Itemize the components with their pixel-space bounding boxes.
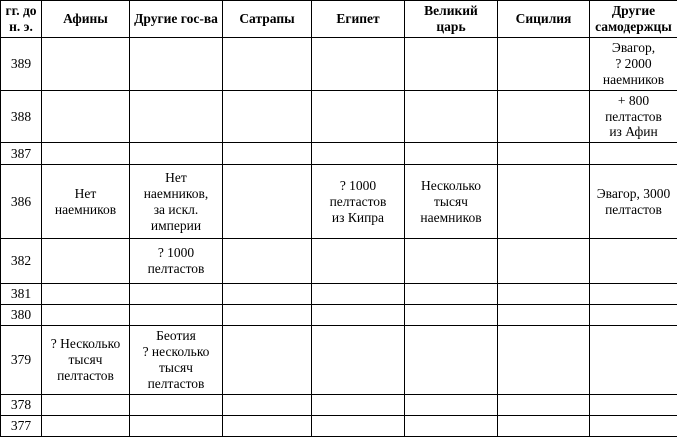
column-header-year-line2: н. э. (4, 19, 38, 35)
cell-other-states (130, 239, 223, 284)
cell-satraps (223, 416, 312, 437)
cell-other-states (130, 143, 223, 165)
cell-text-line: Несколько (408, 178, 494, 194)
cell-year: 377 (1, 416, 42, 437)
cell-egypt (312, 305, 405, 326)
cell-year: 386 (1, 165, 42, 239)
cell-text-line: ? 1000 (133, 245, 219, 261)
table-row (1, 305, 677, 326)
cell-great-king (405, 416, 498, 437)
table-row (1, 239, 677, 284)
cell-year: 387 (1, 143, 42, 165)
cell-other-autocrats (590, 165, 677, 239)
cell-text-line: ? 2000 (593, 56, 674, 72)
cell-text-line: Нет (133, 170, 219, 186)
cell-other-autocrats (590, 90, 677, 143)
cell-satraps (223, 284, 312, 305)
table-header-row (1, 1, 677, 38)
cell-text-line: ? несколько (133, 344, 219, 360)
cell-other-states (130, 395, 223, 416)
cell-text-line: тысяч (45, 352, 126, 368)
cell-athens (42, 284, 130, 305)
cell-text-line: пелтастов (133, 376, 219, 392)
cell-text-line: Эвагор, (593, 40, 674, 56)
cell-other-states (130, 284, 223, 305)
cell-text-line: из Афин (593, 124, 674, 140)
table-row (1, 395, 677, 416)
cell-athens (42, 37, 130, 90)
column-header-egypt: Египет (312, 1, 405, 38)
cell-great-king (405, 165, 498, 239)
cell-year: 381 (1, 284, 42, 305)
cell-other-autocrats (590, 143, 677, 165)
cell-text-line: наемников (408, 210, 494, 226)
cell-egypt (312, 37, 405, 90)
cell-athens (42, 326, 130, 395)
cell-year: 380 (1, 305, 42, 326)
cell-egypt (312, 284, 405, 305)
cell-athens (42, 416, 130, 437)
cell-satraps (223, 165, 312, 239)
cell-other-autocrats (590, 416, 677, 437)
cell-sicily (498, 239, 590, 284)
cell-other-autocrats (590, 239, 677, 284)
cell-text-line: тысяч (133, 360, 219, 376)
column-header-year-line1: гг. до (4, 3, 38, 19)
cell-text-line: наемников, (133, 186, 219, 202)
cell-great-king (405, 90, 498, 143)
cell-sicily (498, 90, 590, 143)
column-header-satraps: Сатрапы (223, 1, 312, 38)
cell-text-line: пелтастов (593, 202, 674, 218)
cell-other-states (130, 305, 223, 326)
cell-text-line: ? 1000 (315, 178, 401, 194)
cell-other-states (130, 37, 223, 90)
column-header-great-king: Великий царь (405, 1, 498, 38)
cell-athens (42, 395, 130, 416)
cell-text-line: за искл. (133, 202, 219, 218)
cell-sicily (498, 305, 590, 326)
cell-text-line: пелтастов (593, 109, 674, 125)
cell-athens (42, 305, 130, 326)
cell-sicily (498, 37, 590, 90)
cell-other-autocrats (590, 395, 677, 416)
cell-other-autocrats (590, 305, 677, 326)
column-header-athens: Афины (42, 1, 130, 38)
column-header-sicily: Сицилия (498, 1, 590, 38)
cell-egypt (312, 326, 405, 395)
cell-egypt (312, 395, 405, 416)
cell-great-king (405, 143, 498, 165)
cell-year: 379 (1, 326, 42, 395)
table-row (1, 90, 677, 143)
cell-text-line: пелтастов (315, 194, 401, 210)
cell-sicily (498, 284, 590, 305)
cell-satraps (223, 326, 312, 395)
cell-other-states (130, 326, 223, 395)
cell-year: 382 (1, 239, 42, 284)
cell-athens (42, 239, 130, 284)
cell-egypt (312, 90, 405, 143)
cell-egypt (312, 165, 405, 239)
table-body (1, 37, 677, 436)
cell-great-king (405, 305, 498, 326)
cell-great-king (405, 239, 498, 284)
cell-text-line: Беотия (133, 328, 219, 344)
column-header-autocrats-line1: Другие (593, 3, 674, 19)
cell-great-king (405, 326, 498, 395)
cell-sicily (498, 416, 590, 437)
cell-great-king (405, 284, 498, 305)
cell-text-line: из Кипра (315, 210, 401, 226)
cell-text-line: пелтастов (133, 261, 219, 277)
table-row (1, 165, 677, 239)
table-row (1, 143, 677, 165)
cell-text-line: + 800 (593, 93, 674, 109)
cell-sicily (498, 395, 590, 416)
cell-athens (42, 143, 130, 165)
cell-athens (42, 90, 130, 143)
table-row (1, 416, 677, 437)
cell-great-king (405, 37, 498, 90)
cell-text-line: тысяч (408, 194, 494, 210)
cell-text-line: наемников (45, 202, 126, 218)
cell-egypt (312, 416, 405, 437)
cell-text-line: Эвагор, 3000 (593, 186, 674, 202)
cell-year: 388 (1, 90, 42, 143)
cell-satraps (223, 90, 312, 143)
cell-satraps (223, 37, 312, 90)
cell-other-states (130, 416, 223, 437)
column-header-autocrats-line2: самодержцы (593, 19, 674, 35)
cell-egypt (312, 143, 405, 165)
cell-year: 378 (1, 395, 42, 416)
table-header (1, 1, 677, 38)
column-header-year (1, 1, 42, 38)
cell-other-autocrats (590, 326, 677, 395)
cell-text-line: империи (133, 218, 219, 234)
cell-other-states (130, 90, 223, 143)
cell-satraps (223, 239, 312, 284)
table-row (1, 284, 677, 305)
cell-sicily (498, 165, 590, 239)
cell-great-king (405, 395, 498, 416)
cell-text-line: ? Несколько (45, 336, 126, 352)
table-row (1, 37, 677, 90)
cell-text-line: Нет (45, 186, 126, 202)
cell-text-line: наемников (593, 72, 674, 88)
cell-other-autocrats (590, 37, 677, 90)
column-header-other-autocrats (590, 1, 677, 38)
cell-text-line: пелтастов (45, 368, 126, 384)
cell-sicily (498, 143, 590, 165)
cell-year: 389 (1, 37, 42, 90)
cell-egypt (312, 239, 405, 284)
cell-satraps (223, 305, 312, 326)
column-header-other-states: Другие гос-ва (130, 1, 223, 38)
cell-sicily (498, 326, 590, 395)
cell-satraps (223, 395, 312, 416)
cell-other-states (130, 165, 223, 239)
cell-athens (42, 165, 130, 239)
cell-other-autocrats (590, 284, 677, 305)
table-row (1, 326, 677, 395)
cell-satraps (223, 143, 312, 165)
